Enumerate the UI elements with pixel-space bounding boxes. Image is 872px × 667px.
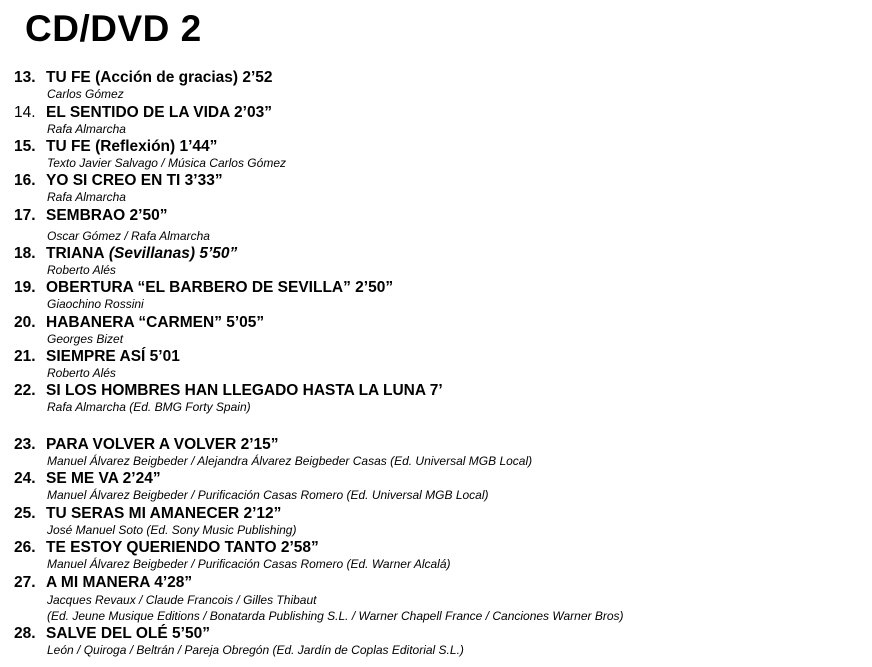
track-title — [14, 470, 864, 488]
track-credit-publishers: (Ed. Jeune Musique Editions / Bonatarda Publishing S.L. / Warner Chapell France / Canciones Warner Bros) — [47, 609, 624, 623]
track-16 — [14, 172, 864, 205]
track-title — [14, 172, 864, 190]
track-title — [14, 207, 864, 225]
track-27 — [14, 574, 864, 624]
page-title: CD/DVD 2 — [25, 8, 202, 49]
track-name: TU FE (Acción de gracias) 2’52 — [46, 69, 273, 86]
track-number: 22. — [14, 382, 36, 399]
track-13 — [14, 69, 864, 102]
track-name: SEMBRAO 2’50” — [46, 207, 168, 224]
track-number: 23. — [14, 436, 36, 453]
track-credit: Giaochino Rossini — [47, 297, 144, 311]
track-name: EL SENTIDO DE LA VIDA 2’03” — [46, 104, 272, 121]
track-20 — [14, 314, 864, 347]
track-name — [46, 245, 237, 262]
track-title — [14, 245, 864, 263]
track-number: 20. — [14, 314, 36, 331]
track-number: 19. — [14, 279, 36, 296]
track-name: SE ME VA 2’24” — [46, 470, 161, 487]
track-name: PARA VOLVER A VOLVER 2’15” — [46, 436, 279, 453]
track-number: 14. — [14, 104, 36, 121]
track-23 — [14, 436, 864, 469]
track-title — [14, 69, 864, 87]
track-number: 18. — [14, 245, 36, 262]
track-credit: José Manuel Soto (Ed. Sony Music Publishing) — [47, 523, 297, 537]
track-credit: León / Quiroga / Beltrán / Pareja Obregón (Ed. Jardín de Coplas Editorial S.L.) — [47, 643, 464, 657]
track-name: SI LOS HOMBRES HAN LLEGADO HASTA LA LUNA 7’ — [46, 382, 443, 399]
track-credit: Jacques Revaux / Claude Francois / Gilles Thibaut — [47, 593, 317, 607]
track-name: TE ESTOY QUERIENDO TANTO 2’58” — [46, 539, 319, 556]
track-credit: Carlos Gómez — [47, 87, 124, 101]
track-number: 16. — [14, 172, 36, 189]
track-credit: Rafa Almarcha — [47, 122, 126, 136]
track-28 — [14, 625, 864, 658]
track-title — [14, 104, 864, 122]
track-credit: Rafa Almarcha — [47, 190, 126, 204]
track-credit: Georges Bizet — [47, 332, 124, 346]
track-title — [14, 382, 864, 400]
track-credit: Texto Javier Salvago / Música Carlos Gómez — [47, 156, 286, 170]
track-name: TU FE (Reflexión) 1’44” — [46, 138, 218, 155]
track-credit: Oscar Gómez / Rafa Almarcha — [47, 229, 210, 243]
track-name: TU SERAS MI AMANECER 2’12” — [46, 505, 282, 522]
track-25 — [14, 505, 864, 538]
track-credit: Roberto Alés — [47, 366, 116, 380]
track-title — [14, 625, 864, 643]
track-18 — [14, 245, 864, 278]
track-title — [14, 314, 864, 332]
track-name: YO SI CREO EN TI 3’33” — [46, 172, 223, 189]
track-17 — [14, 207, 864, 244]
track-credit: Manuel Álvarez Beigbeder / Purificación Casas Romero (Ed. Universal MGB Local) — [47, 488, 489, 502]
track-credit: Manuel Álvarez Beigbeder / Alejandra Álvarez Beigbeder Casas (Ed. Universal MGB Local) — [47, 454, 533, 468]
track-credit: Roberto Alés — [47, 263, 116, 277]
track-number: 27. — [14, 574, 36, 591]
track-number: 28. — [14, 625, 36, 642]
track-name: HABANERA “CARMEN” 5’05” — [46, 314, 265, 331]
track-name-main: TRIANA — [46, 245, 105, 262]
track-14 — [14, 104, 864, 137]
track-number: 21. — [14, 348, 36, 365]
track-26 — [14, 539, 864, 572]
track-name-subtitle: (Sevillanas) 5’50” — [104, 245, 238, 262]
track-number: 15. — [14, 138, 36, 155]
track-22 — [14, 382, 864, 415]
track-name: OBERTURA “EL BARBERO DE SEVILLA” 2’50” — [46, 279, 394, 296]
track-title — [14, 348, 864, 366]
track-number: 24. — [14, 470, 36, 487]
track-title — [14, 138, 864, 156]
track-credit: Rafa Almarcha (Ed. BMG Forty Spain) — [47, 400, 251, 414]
track-24 — [14, 470, 864, 503]
track-number: 26. — [14, 539, 36, 556]
track-21 — [14, 348, 864, 381]
track-title — [14, 505, 864, 523]
track-name: A MI MANERA 4’28” — [46, 574, 193, 591]
track-19 — [14, 279, 864, 312]
track-number: 17. — [14, 207, 36, 224]
track-title — [14, 574, 864, 592]
track-title — [14, 539, 864, 557]
track-name: SALVE DEL OLÉ 5’50” — [46, 625, 210, 642]
track-name: SIEMPRE ASÍ 5’01 — [46, 348, 180, 365]
track-number: 25. — [14, 505, 36, 522]
track-number: 13. — [14, 69, 36, 86]
track-15 — [14, 138, 864, 171]
track-title — [14, 279, 864, 297]
track-credit: Manuel Álvarez Beigbeder / Purificación Casas Romero (Ed. Warner Alcalá) — [47, 557, 451, 571]
track-title — [14, 436, 864, 454]
